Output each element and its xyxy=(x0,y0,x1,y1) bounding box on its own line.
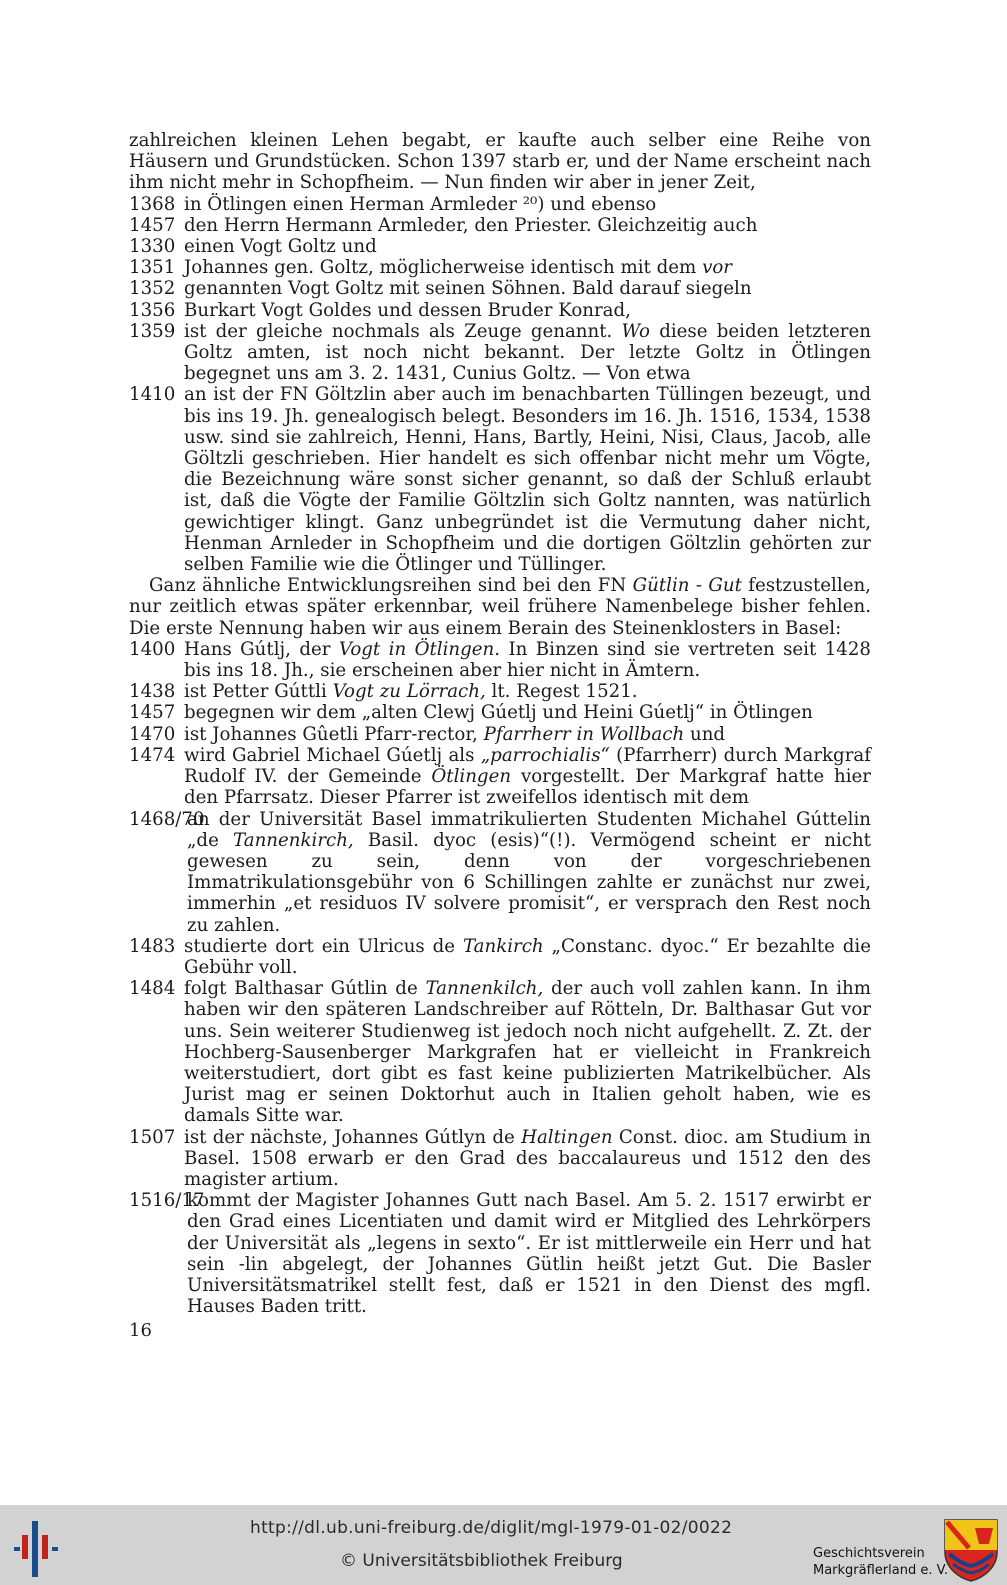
entry-1438: 1438 ist Petter Gúttli Vogt zu Lörrach, lt. Regest 1521. xyxy=(129,681,638,703)
entry-1400: 1400 Hans Gútlj, der Vogt in Ötlingen. In Binzen sind sie vertreten seit 1428 bis ins 18. Jh., sie erscheinen aber hier nicht in Ämtern. xyxy=(129,638,871,682)
entry-1507: 1507 ist der nächste, Johannes Gútlyn de Haltingen Const. dioc. am Studium in Basel. 1508 erwarb er den Grad des baccalaureus und 1512 den des magister artium. xyxy=(129,1126,871,1190)
entry-1368: 1368 in Ötlingen einen Herman Armleder ²⁰) und ebenso xyxy=(129,193,657,215)
entry-1516-17: 1516/17 kommt der Magister Johannes Gutt nach Basel. Am 5. 2. 1517 erwirbt er den Grad eines Licentiaten und damit wird er Mitglied des Lehrkörpers der Universität als „legens in sexto“. Er ist mittlerweile ein Herr und hat sein -lin abgelegt, der Johannes Gütlin heißt jetzt Gut. Die Basler Universitätsmatrikel stellt fest, daß er 1521 in den Dienst des mgfl. Hauses Baden tritt. xyxy=(129,1190,871,1318)
entries-list xyxy=(129,194,871,321)
copyright-text: © Universitätsbibliothek Freiburg xyxy=(340,1551,623,1571)
entry-1468-70: 1468/70 an der Universität Basel immatrikulierten Studenten Michahel Gúttelin „de Tannenkirch, Basil. dyoc (esis)“(!). Vermögend scheint er nicht gewesen zu sein, denn von der vorgeschriebenen Immatrikulationsgebühr von 6 Schillingen zahlte er zunächst nur zwei, immerhin „et residuos IV solvere promisit“, er versprach den Rest noch zu zahlen. xyxy=(129,808,871,936)
entry-1457: 1457 begegnen wir dem „alten Clewj Gúetlj und Heini Gúetlj“ in Ötlingen xyxy=(129,702,813,724)
source-url-link[interactable]: http://dl.ub.uni-freiburg.de/diglit/mgl-1979-01-02/0022 xyxy=(250,1518,733,1538)
coat-of-arms-icon xyxy=(943,1518,999,1582)
library-logo-icon xyxy=(8,1517,68,1577)
page-number: 16 xyxy=(129,1320,152,1341)
entry-1410: 1410 an ist der FN Göltzlin aber auch im benachbarten Tüllingen bezeugt, und bis ins 19. Jh. genealogisch belegt. Besonders im 16. Jh. 1516, 1534, 1538 usw. sind sie zahlreich, Henni, Hans, Bartly, Heini, Nisi, Claus, Jacob, alle Göltzli geschrieben. Hier handelt es sich offenbar nicht mehr um Vögte, die Bezeichnung wäre sonst sicher genannt, so daß der Schluß erlaubt ist, daß die Vögte der Familie Göltzlin sich Goltz nannten, was natürlich gewichtiger klingt. Ganz unbegründet ist die Vermutung daher nicht, Henman Arnleder in Schopfheim und die dortigen Göltzlin gehörten zur selben Familie wie die Ötlinger und Tüllinger. xyxy=(129,384,871,576)
footer-bar xyxy=(0,1505,1007,1585)
paragraph-guetlin: Ganz ähnliche Entwicklungsreihen sind bei den FN Gütlin - Gut festzustellen, nur zeitlich etwas später erkennbar, weil frühere Namenbelege bisher fehlen. Die erste Nennung haben wir aus einem Berain des Steinenklosters in Basel: xyxy=(129,575,871,639)
society-line-1: Geschichtsverein xyxy=(813,1546,925,1561)
society-name xyxy=(813,1545,948,1579)
entry-1483: 1483 studierte dort ein Ulricus de Tankirch „Constanc. dyoc.“ Er bezahlte die Gebühr voll. xyxy=(129,935,871,978)
entry-1352: 1352 genannten Vogt Goltz mit seinen Söhnen. Bald darauf siegeln xyxy=(129,278,752,300)
society-line-2: Markgräflerland e. V. xyxy=(813,1563,948,1578)
entry-1356: 1356 Burkart Vogt Goldes und dessen Bruder Konrad, xyxy=(129,299,631,321)
entry-1359: 1359 ist der gleiche nochmals als Zeuge genannt. Wo diese beiden letzteren Goltz amten, ist noch nicht bekannt. Der letzte Goltz in Ötlingen begegnet uns am 3. 2. 1431, Cunius Goltz. — Von etwa xyxy=(129,320,871,385)
body-text xyxy=(129,130,871,1317)
entry-1470: 1470 ist Johannes Gûetli Pfarr-rector, Pfarrherr in Wollbach und xyxy=(129,723,726,745)
entry-1457: 1457 den Herrn Hermann Armleder, den Priester. Gleichzeitig auch xyxy=(129,214,758,236)
intro-paragraph: zahlreichen kleinen Lehen begabt, er kaufte auch selber eine Reihe von Häusern und Grundstücken. Schon 1397 starb er, und der Name erscheint nach ihm nicht mehr in Schopfheim. — Nun finden wir aber in jener Zeit, xyxy=(129,130,871,194)
entry-1351: 1351 Johannes gen. Goltz, möglicherweise identisch mit dem vor xyxy=(129,257,732,279)
entry-1474: 1474 wird Gabriel Michael Gúetlj als „parrochialis“ (Pfarrherr) durch Markgraf Rudolf IV. der Gemeinde Ötlingen vorgestellt. Der Markgraf hatte hier den Pfarrsatz. Dieser Pfarrer ist zweifellos identisch mit dem xyxy=(129,744,871,809)
entry-1330: 1330 einen Vogt Goltz und xyxy=(129,236,377,258)
entry-1484: 1484 folgt Balthasar Gútlin de Tannenkilch, der auch voll zahlen kann. In ihm haben wir den späteren Landschreiber auf Rötteln, Dr. Balthasar Gut vor uns. Sein weiterer Studienweg ist jedoch noch nicht aufgehellt. Z. Zt. der Hochberg-Sausenberger Markgrafen hat er vielleicht in Frankreich weiterstudiert, dort gibt es fast keine publizierten Matrikelbücher. Als Jurist mag er seinen Doktorhut auch in Italien geholt haben, wie es damals Sitte war. xyxy=(129,978,871,1127)
